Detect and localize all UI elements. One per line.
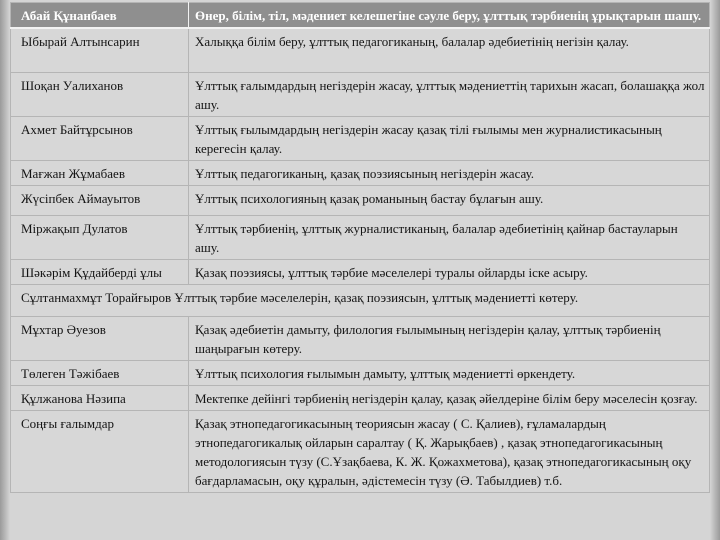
table-row bbox=[11, 259, 710, 284]
row-name-cell: Мұхтар Әуезов bbox=[11, 316, 189, 360]
row-desc-cell: Халыққа білім беру, ұлттық педагогиканың, балалар әдебиетінің негізін қалау. bbox=[189, 28, 710, 72]
table-row bbox=[11, 385, 710, 410]
row-desc-cell: Мектепке дейінгі тәрбиенің негіздерін қалау, қазақ әйелдеріне білім беру мәселесін қозғау. bbox=[189, 385, 710, 410]
row-merged-cell: Сұлтанмахмұт Торайғыров Ұлттық тәрбие мәселелерін, қазақ поэзиясын, ұлттық мәдениетті көтеру. bbox=[11, 284, 710, 316]
header-name-cell: Абай Құнанбаев bbox=[11, 3, 189, 29]
row-name-cell: Төлеген Тәжібаев bbox=[11, 360, 189, 385]
row-name-cell: Міржақып Дулатов bbox=[11, 215, 189, 259]
table-row bbox=[11, 72, 710, 116]
table-row bbox=[11, 316, 710, 360]
row-name-cell: Шәкәрім Құдайберді ұлы bbox=[11, 259, 189, 284]
scientists-table bbox=[10, 2, 710, 493]
table-row bbox=[11, 215, 710, 259]
left-shadow bbox=[0, 0, 10, 540]
row-name-cell: Құлжанова Нәзипа bbox=[11, 385, 189, 410]
table-row bbox=[11, 410, 710, 492]
row-desc-cell: Ұлттық психология ғылымын дамыту, ұлттық мәдениетті өркендету. bbox=[189, 360, 710, 385]
row-desc-cell: Ұлттық педагогиканың, қазақ поэзиясының негіздерін жасау. bbox=[189, 160, 710, 185]
row-name-cell: Ахмет Байтұрсынов bbox=[11, 116, 189, 160]
header-desc-cell: Өнер, білім, тіл, мәдениет келешегіне сәуле беру, ұлттық тәрбиенің ұрықтарын шашу. bbox=[189, 3, 710, 29]
table-header-row bbox=[11, 3, 710, 29]
row-name-cell: Мағжан Жұмабаев bbox=[11, 160, 189, 185]
right-shadow bbox=[710, 0, 720, 540]
row-desc-cell: Ұлттық ғылымдардың негіздерін жасау қазақ тілі ғылымы мен журналистикасының керегесін қалау. bbox=[189, 116, 710, 160]
row-name-cell: Соңғы ғалымдар bbox=[11, 410, 189, 492]
row-desc-cell: Ұлттық тәрбиенің, ұлттық журналистиканың, балалар әдебиетінің қайнар бастауларын ашу. bbox=[189, 215, 710, 259]
row-desc-cell: Ұлттық ғалымдардың негіздерін жасау, ұлттық мәдениеттің тарихын жасап, болашаққа жол ашу. bbox=[189, 72, 710, 116]
table-row bbox=[11, 360, 710, 385]
row-desc-cell: Қазақ әдебиетін дамыту, филология ғылымының негіздерін қалау, ұлттық тәрбиенің шаңырағын көтеру. bbox=[189, 316, 710, 360]
table-row bbox=[11, 284, 710, 316]
table-row bbox=[11, 160, 710, 185]
row-name-cell: Шоқан Уалиханов bbox=[11, 72, 189, 116]
table-row bbox=[11, 185, 710, 215]
row-desc-cell: Ұлттық психологияның қазақ романының бастау бұлағын ашу. bbox=[189, 185, 710, 215]
row-name-cell: Жүсіпбек Аймауытов bbox=[11, 185, 189, 215]
row-name-cell: Ыбырай Алтынсарин bbox=[11, 28, 189, 72]
row-desc-cell: Қазақ поэзиясы, ұлттық тәрбие мәселелері туралы ойларды іске асыру. bbox=[189, 259, 710, 284]
row-desc-cell: Қазақ этнопедагогикасының теориясын жасау ( С. Қалиев), ғұламалардың этнопедагогикалық ойларын саралтау ( Қ. Жарықбаев) , қазақ этнопедагогикасының методологиясын түзу (С.Ұзақбаева, К. Ж. Қожахметова), қазақ этнопедагогикасының оқу бағдарламасын, оқу құралын, әдістемесін түзу (Ә. Табылдиев) т.б. bbox=[189, 410, 710, 492]
table-row bbox=[11, 28, 710, 72]
table-row bbox=[11, 116, 710, 160]
